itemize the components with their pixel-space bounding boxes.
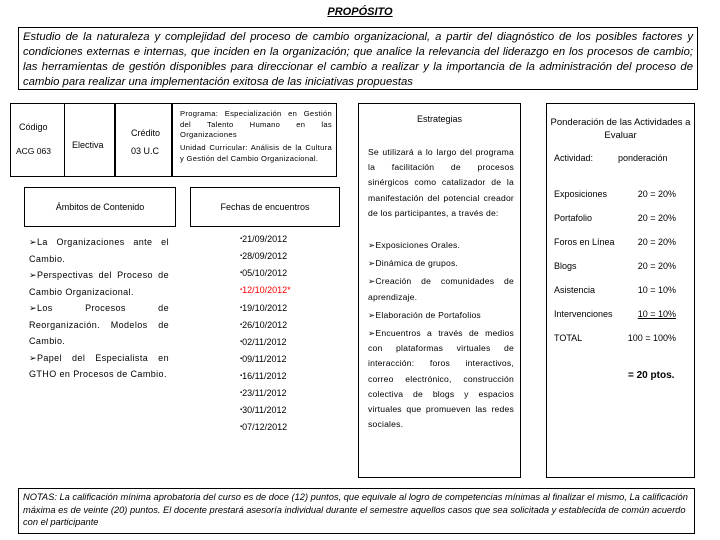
ponderacion-actividad: Intervenciones [554, 309, 613, 319]
codigo-label: Código [19, 122, 48, 132]
list-item: ➢Exposiciones Orales. [368, 240, 461, 250]
fechas-header: Fechas de encuentros [220, 202, 310, 212]
codigo-value: ACG 063 [16, 146, 51, 156]
page-title: PROPÓSITO [327, 6, 393, 18]
ponderacion-actividad: Blogs [554, 261, 577, 271]
fecha-item: ▪16/11/2012 [240, 371, 287, 381]
unidad-curricular-text: Unidad Curricular: Análisis de la Cultura y Gestión del Cambio Organizacional. [180, 143, 332, 163]
fecha-item: ▪09/11/2012 [240, 353, 287, 364]
list-item: ➢Elaboración de Portafolios [368, 309, 481, 320]
fecha-item: ▪05/10/2012 [240, 268, 288, 279]
ponderacion-header: Ponderación de las Actividades a Evaluar [550, 117, 691, 141]
ponderacion-actividad: Exposiciones [554, 189, 608, 199]
ponderacion-valor: 20 = 20% [637, 237, 676, 247]
fecha-item: ▪28/09/2012 [240, 251, 288, 262]
fecha-item: ▪12/10/2012* [240, 285, 291, 296]
ponderacion-valor: 20 = 20% [637, 189, 676, 199]
fecha-item: ▪26/10/2012 [240, 319, 288, 330]
ponderacion-valor: 20 = 20% [637, 261, 676, 271]
list-item: ➢Dinámica de grupos. [368, 258, 459, 269]
list-item: ➢La Organizaciones ante el Cambio. [29, 237, 169, 264]
col-actividad: Actividad: [554, 153, 594, 163]
credito-box [115, 103, 172, 177]
estrategias-header: Estrategias [416, 114, 463, 124]
list-item: ➢Papel del Especialista en GTHO en Procesos de Cambio. [29, 352, 169, 379]
ponderacion-valor: 20 = 20% [637, 213, 676, 223]
fecha-item: ▪21/09/2012 [240, 234, 288, 244]
total-points: = 20 ptos. [628, 370, 675, 381]
list-item: ➢Perspectivas del Proceso de Cambio Organizacional. [29, 270, 169, 297]
fecha-item: ▪19/10/2012 [240, 302, 288, 313]
proposito-text: Estudio de la naturaleza y complejidad del proceso de cambio organizacional, a partir del diagnóstico de los posibles factores y condiciones externas e internas, que inciden en la organización; que analice la relevancia del liderazgo en los procesos de cambio; las herramientas de gestión disponibles para direccionar el cambio a realizar y la importancia de la administración del proceso de cambio para realizar una implementación exitosa de las iniciativas propuestas [18, 27, 698, 90]
estrategias-list [368, 238, 514, 432]
list-item: ➢Los Procesos de Reorganización. Modelos de Cambio. [29, 303, 169, 346]
fecha-item: ▪30/11/2012 [240, 405, 287, 416]
ponderacion-actividad: Portafolio [554, 213, 593, 223]
ponderacion-actividad: Foros en Línea [554, 237, 615, 247]
list-item: ➢Creación de comunidades de aprendizaje. [368, 276, 514, 302]
ponderacion-valor: 10 = 10% [637, 285, 676, 295]
col-ponderacion: ponderación [618, 153, 668, 163]
ponderacion-actividad: TOTAL [554, 333, 583, 343]
notas-text: NOTAS: La calificación mínima aprobatoria del curso es de doce (12) puntos, que equivale al logro de competencias mínimas al finalizar el mismo, La calificación máxima es de veinte (20) puntos. El docente prestará asesoría individual durante el semestre aquellos casos que sea solicitada y establecida de común acuerdo con el participante [18, 488, 695, 534]
programa-text: Programa: Especialización en Gestión del Talento Humano en las Organizaciones [180, 109, 332, 139]
ponderacion-valor: 10 = 10% [637, 309, 676, 319]
credito-label: Crédito [131, 128, 161, 138]
ambitos-list [29, 234, 169, 383]
ambitos-header: Ámbitos de Contenido [55, 202, 145, 212]
fecha-item: ▪02/11/2012 [240, 336, 287, 347]
fechas-list [240, 231, 340, 437]
fecha-item: ▪07/12/2012 [240, 422, 288, 433]
list-item: ➢Encuentros a través de medios con plataformas virtuales de interacción: foros interactivos, correo electrónico, construcción colectiva de blogs y espacios virtuales que promueven las redes sociales. [368, 328, 514, 430]
estrategias-intro: Se utilizará a lo largo del programa la facilitación de procesos sinérgicos como catalizador de la manifestación del potencial creador de los participantes, a través de: [368, 147, 514, 218]
ponderacion-actividad: Asistencia [554, 285, 596, 295]
credito-value: 03 U.C [131, 146, 160, 156]
fecha-item: ▪23/11/2012 [240, 388, 287, 399]
electiva-label: Electiva [72, 140, 104, 150]
ponderacion-valor: 100 = 100% [627, 333, 676, 343]
